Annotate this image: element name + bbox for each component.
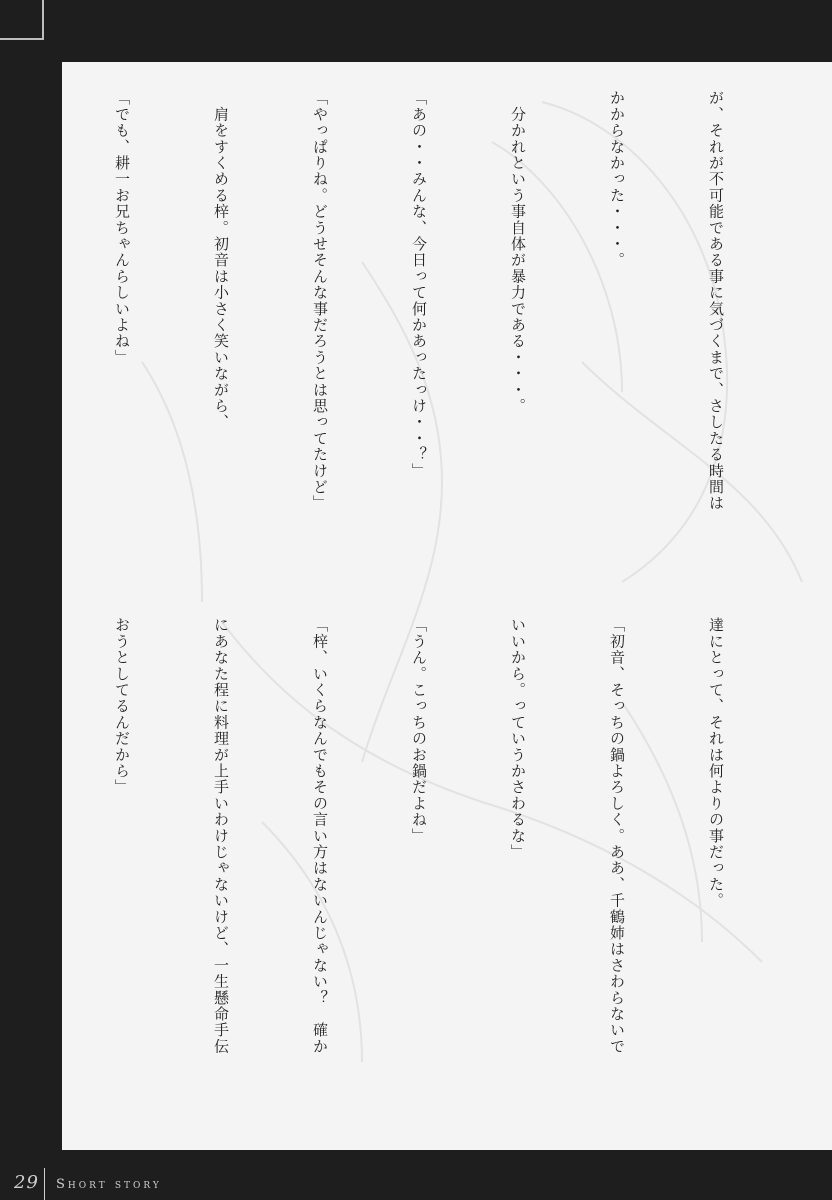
upper-line: が、それが不可能である事に気づくまで、さしたる時間は — [707, 90, 725, 512]
lower-line: にあなた程に料理が上手いわけじゃないけど、一生懸命手伝 — [212, 617, 230, 1055]
upper-line: 「やっぱりね。どうせそんな事だろうとは思ってたけど」 — [311, 90, 329, 512]
page-number: 29 — [14, 1172, 39, 1193]
upper-line: 「でも、耕一お兄ちゃんらしいよね」 — [113, 90, 131, 366]
upper-text-block — [14, 90, 798, 610]
lower-line: 「うん。こっちのお鍋だよね」 — [410, 617, 428, 844]
lower-line: いいから。っていうかさわるな」 — [509, 617, 527, 860]
book-page — [14, 62, 832, 1150]
upper-line: 肩をすくめる梓。初音は小さく笑いながら、 — [212, 90, 230, 431]
lower-line: 達にとって、それは何よりの事だった。 — [707, 617, 725, 909]
page-footer — [0, 1150, 832, 1200]
upper-line: 「本当に。こんな大事な日を忘れてるんですから」 — [14, 90, 32, 463]
lower-line: 「梓、いくらなんでもその言い方はないんじゃない？ 確か — [311, 617, 329, 1055]
lower-line: 「千鶴姉のは手伝いじゃなくて邪魔っていうの。大人しく食 — [14, 617, 32, 1055]
lower-line: おうとしてるんだから」 — [113, 617, 131, 796]
upper-line: 「あの・・みんな、今日って何かあったっけ・・？」 — [410, 90, 428, 479]
upper-line: かからなかった・・・。 — [608, 90, 626, 269]
lower-line: 「初音、そっちの鍋よろしく。ああ、千鶴姉はさわらないで — [608, 617, 626, 1055]
lower-text-block — [14, 617, 798, 1137]
upper-line: 分かれという事自体が暴力である・・・。 — [509, 90, 527, 414]
section-title: Short story — [56, 1177, 162, 1192]
crop-corner-mark — [0, 0, 44, 40]
footer-divider — [44, 1168, 45, 1200]
